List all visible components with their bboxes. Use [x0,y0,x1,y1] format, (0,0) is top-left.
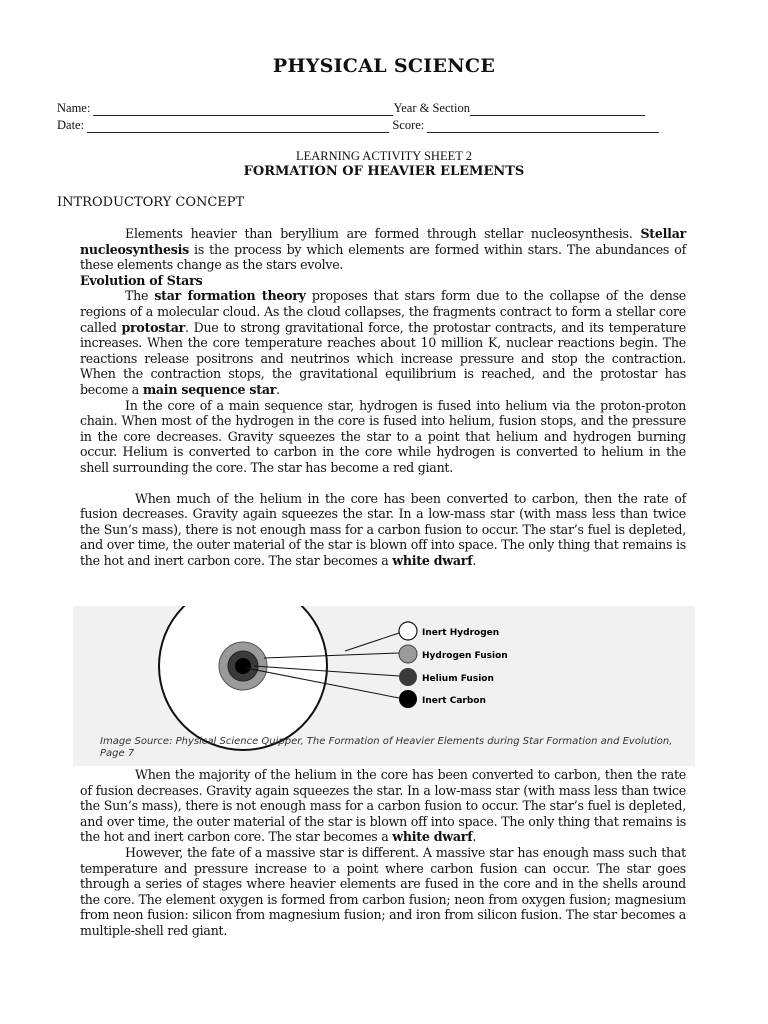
evolution-heading: Evolution of Stars [80,272,203,288]
sheet-label: LEARNING ACTIVITY SHEET 2 [295,149,473,163]
intro-paragraph: Elements heavier than beryllium are formed through stellar nucleosynthesis. Stellar nucleosynthesis is the process by which elements are formed within stars. The abundances of these elements change as the stars evolve. [80,226,686,273]
legend-swatch-hydrogen-fusion [399,645,417,663]
date-label: Date: [57,118,85,132]
term-stellar-nucleosynthesis: Stellar nucleosynthesis [80,226,686,257]
pointer-line-1 [345,633,399,651]
legend-swatch-helium-fusion [399,668,417,686]
name-year-row [57,101,687,116]
sheet-title: FORMATION OF HEAVIER ELEMENTS [243,164,525,179]
figure-caption: Image Source: Physical Science Quipper, The Formation of Heavier Elements during Star Formation and Evolution, Page 7 [100,736,673,759]
page-title: PHYSICAL SCIENCE [272,55,496,77]
name-label: Name: [57,101,91,115]
legend-label-inert-hydrogen: Inert Hydrogen [422,628,500,638]
name-field-line[interactable] [93,103,393,116]
score-field-line[interactable] [427,120,659,133]
score-label: Score: [392,118,425,132]
after-figure-paragraph-1: When the majority of the helium in the core has been converted to carbon, then the rate of fusion decreases. Gravity again squeezes the star. In a low-mass star (with mass less than twice the Sun’s mass), there is not enough mass for a carbon fusion to occur. The star’s fuel is depleted, and over time, the outer material of the star is blown off into space. The only thing that remains is the hot and inert carbon core. The star becomes a white dwarf. [80,767,686,845]
date-field-line[interactable] [87,120,389,133]
legend-swatch-inert-carbon [399,690,417,708]
evolution-paragraph-1: The star formation theory proposes that stars form due to the collapse of the dense regions of a molecular cloud. As the cloud collapses, the fragments contract to form a stellar core called protostar. Due to strong gravitational force, the protostar contracts, and its temperature increases. When the core temperature reaches about 10 million K, nuclear reactions begin. The reactions release positrons and neutrinos which increase pressure and stop the contraction. When the contraction stops, the gravitational equilibrium is reached, and the protostar has become a main sequence star. [80,288,687,397]
evolution-paragraph-2: In the core of a main sequence star, hydrogen is fused into helium via the proton-proton chain. When most of the hydrogen in the core is fused into helium, fusion stops, and the pressure in the core decreases. Gravity squeezes the star to a point that helium and hydrogen burning occur. Helium is converted to carbon in the core while hydrogen is converted to helium in the shell surrounding the core. The star has become a red giant. [80,397,686,475]
year-section-label: Year & Section [393,101,470,115]
intro-text-block [80,226,686,568]
year-section-field-line[interactable] [470,103,645,116]
after-figure-text-block [80,767,686,939]
inert-carbon-core [235,658,251,674]
legend-label-helium-fusion: Helium Fusion [422,674,494,684]
date-score-row [57,118,687,133]
legend-label-hydrogen-fusion: Hydrogen Fusion [422,651,508,661]
evolution-paragraph-3: When much of the helium in the core has been converted to carbon, then the rate of fusion decreases. Gravity again squeezes the star. In a low-mass star (with mass less than twice the Sun’s mass), there is not enough mass for a carbon fusion to occur. The star’s fuel is depleted, and over time, the outer material of the star is blown off into space. The only thing that remains is the hot and inert carbon core. The star becomes a white dwarf. [80,490,686,568]
section-heading: INTRODUCTORY CONCEPT [57,195,245,210]
legend-label-inert-carbon: Inert Carbon [422,696,486,706]
after-figure-paragraph-2: However, the fate of a massive star is different. A massive star has enough mass such that temperature and pressure increase to a point where carbon fusion can occur. The star goes through a series of stages where heavier elements are fused in the core and in the shells around the core. The element oxygen is formed from carbon fusion; neon from oxygen fusion; magnesium from neon fusion: silicon from magnesium fusion; and iron from silicon fusion. The star becomes a multiple-shell red giant. [80,844,686,938]
legend-swatch-inert-hydrogen [399,622,417,640]
